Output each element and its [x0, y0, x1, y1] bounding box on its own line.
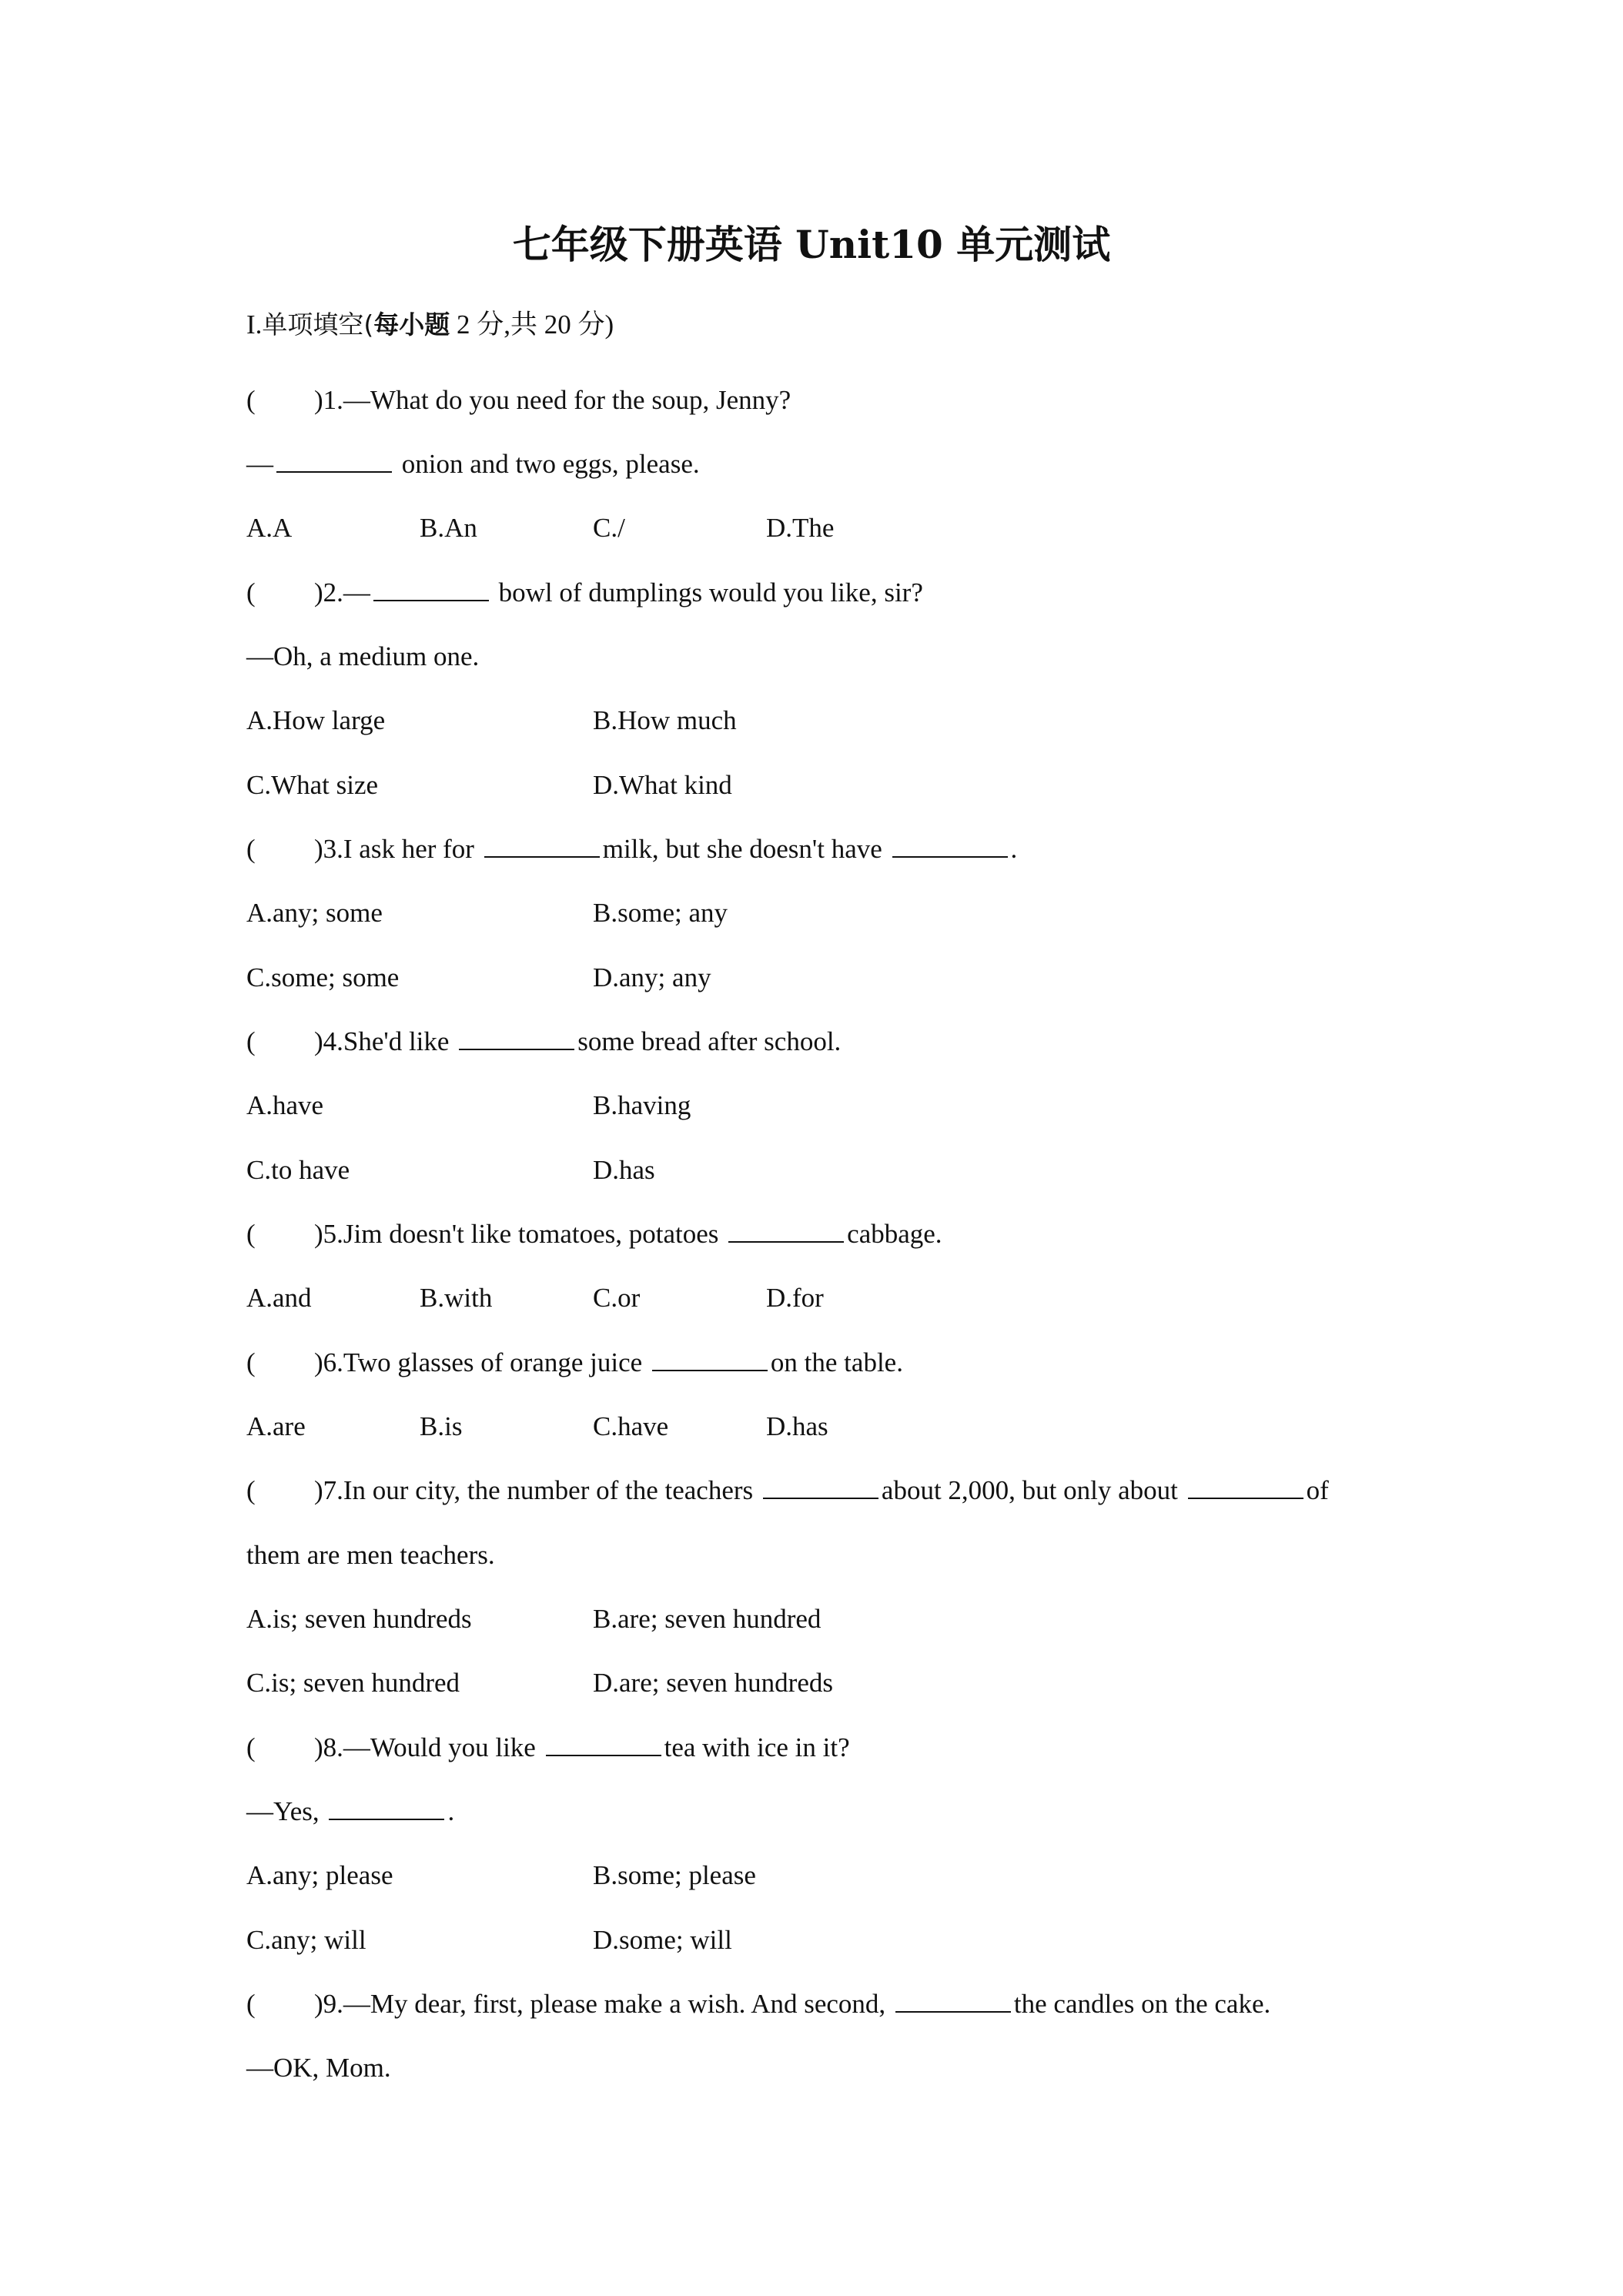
question-7-options-row2 [246, 1668, 1401, 1699]
option-b: B.is [420, 1411, 463, 1441]
option-c: C.to have [246, 1155, 350, 1185]
option-a: A.How large [246, 705, 386, 735]
option-b: B.some; please [593, 1860, 756, 1890]
option-a: A.any; some [246, 898, 383, 928]
answer-blank [895, 2011, 1011, 2013]
question-4-options-row2 [246, 1155, 1401, 1186]
question-7-options-row1 [246, 1604, 1401, 1635]
option-b: B.An [420, 513, 477, 543]
option-a: A.is; seven hundreds [246, 1604, 472, 1634]
option-c: C.any; will [246, 1925, 366, 1955]
question-6-options [246, 1411, 1401, 1442]
answer-blank [484, 856, 600, 858]
question-3-options-row2 [246, 962, 1401, 993]
question-1-options [246, 513, 1401, 544]
option-d: D.The [766, 513, 835, 543]
question-8-reply: —Yes, . [246, 1796, 455, 1826]
question-1: ( )1.—What do you need for the soup, Jenny? [246, 385, 791, 415]
option-c: C.is; seven hundred [246, 1668, 460, 1698]
question-2-options-row1 [246, 705, 1401, 736]
answer-blank [652, 1370, 768, 1371]
question-2-reply: —Oh, a medium one. [246, 641, 480, 671]
answer-blank [1188, 1498, 1303, 1499]
answer-blank [728, 1241, 844, 1243]
option-b: B.with [420, 1283, 493, 1313]
question-4: ( )4.She'd like some bread after school. [246, 1026, 842, 1056]
answer-blank [546, 1755, 661, 1756]
question-6: ( )6.Two glasses of orange juice on the table. [246, 1347, 903, 1377]
option-a: A.any; please [246, 1860, 393, 1890]
answer-blank [329, 1819, 444, 1820]
question-4-options-row1 [246, 1090, 1401, 1121]
option-a: A.and [246, 1283, 312, 1313]
page-title: 七年级下册英语 Unit10 单元测试 [512, 222, 1111, 267]
question-7: ( )7.In our city, the number of the teachers about 2,000, but only about of [246, 1475, 1329, 1505]
option-d: D.some; will [593, 1925, 732, 1955]
option-b: B.having [593, 1090, 691, 1120]
option-d: D.What kind [593, 770, 732, 800]
answer-blank [276, 471, 392, 473]
option-d: D.has [593, 1155, 655, 1185]
question-2-options-row2 [246, 770, 1401, 801]
question-3-options-row1 [246, 898, 1401, 929]
option-c: C.have [593, 1411, 669, 1441]
question-9-reply: —OK, Mom. [246, 2053, 391, 2083]
question-5: ( )5.Jim doesn't like tomatoes, potatoes cabbage. [246, 1219, 942, 1249]
option-d: D.has [766, 1411, 828, 1441]
question-3: ( )3.I ask her for milk, but she doesn't have . [246, 834, 1018, 864]
question-8: ( )8.—Would you like tea with ice in it? [246, 1732, 850, 1762]
question-9: ( )9.—My dear, first, please make a wish. And second, the candles on the cake. [246, 1989, 1271, 2019]
question-8-options-row2 [246, 1925, 1401, 1956]
option-b: B.are; seven hundred [593, 1604, 822, 1634]
option-d: D.are; seven hundreds [593, 1668, 833, 1698]
question-8-options-row1 [246, 1860, 1401, 1891]
option-d: D.any; any [593, 962, 711, 992]
option-d: D.for [766, 1283, 824, 1313]
option-b: B.some; any [593, 898, 728, 928]
option-a: A.have [246, 1090, 324, 1120]
answer-blank [373, 600, 489, 601]
question-1-answer-line: — onion and two eggs, please. [246, 449, 700, 479]
answer-blank [763, 1498, 878, 1499]
question-5-options [246, 1283, 1401, 1314]
option-c: C.or [593, 1283, 641, 1313]
option-c: C.What size [246, 770, 379, 800]
option-a: A.are [246, 1411, 306, 1441]
option-b: B.How much [593, 705, 737, 735]
option-a: A.A [246, 513, 293, 543]
question-2: ( )2.— bowl of dumplings would you like, sir? [246, 577, 923, 607]
answer-blank [892, 856, 1008, 858]
question-7-continued: them are men teachers. [246, 1540, 495, 1570]
option-c: C./ [593, 513, 625, 543]
option-c: C.some; some [246, 962, 400, 992]
section-header: I.单项填空(每小题 2 分,共 20 分) [246, 310, 614, 340]
answer-blank [459, 1049, 574, 1050]
